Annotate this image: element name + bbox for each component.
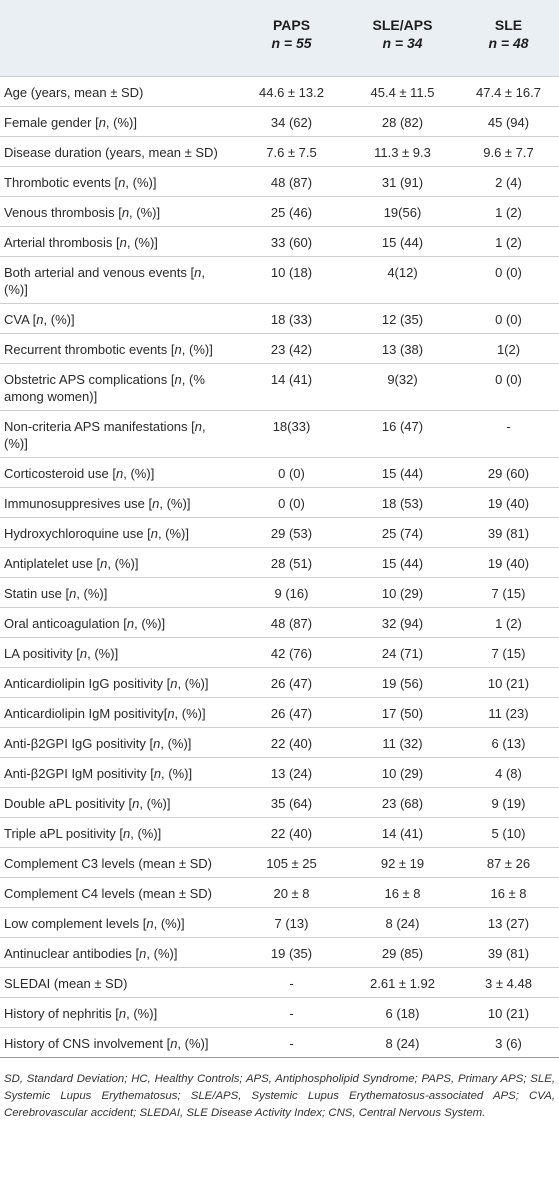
cell-sle-aps: 18 (53) [381,495,424,511]
table-footnote: SD, Standard Deviation; HC, Healthy Controls; APS, Antiphospholipid Syndrome; PAPS, Primary APS; SLE, Systemic Lupus Erythematosus; SLE/APS, Systemic Lupus Erythematosus-associated APS; CVA, Cerebrovascular accident; SLEDAI, SLE Disease Activity Index; CNS, Central Nervous System. [4,1072,555,1119]
table-body [0,76,559,1057]
cell-sle-aps: 17 (50) [381,705,424,721]
row-label: Low complement levels [n, (%)] [4,915,185,931]
cell-sle: 10 (21) [487,675,530,691]
cell-sle-aps: 16 ± 8 [384,885,421,901]
cell-paps: 7.6 ± 7.5 [266,144,317,160]
cell-paps: 48 (87) [270,615,313,631]
cell-paps: - [289,975,294,991]
header-name: SLE/APS [372,17,433,33]
row-label: Both arterial and venous events [n, (%)] [4,264,205,297]
cell-paps: 28 (51) [270,555,313,571]
cell-paps: 35 (64) [270,795,313,811]
cell-sle: 9.6 ± 7.7 [483,144,534,160]
table-row [0,457,559,487]
cell-sle: - [506,418,511,434]
cell-paps: 29 (53) [270,525,313,541]
cell-sle-aps: 11 (32) [382,735,423,751]
table-row [0,727,559,757]
row-label: Anti-β2GPI IgM positivity [n, (%)] [4,765,193,781]
cell-sle-aps: 28 (82) [381,114,424,130]
row-label: Hydroxychloroquine use [n, (%)] [4,525,189,541]
row-label: Anticardiolipin IgM positivity[n, (%)] [4,705,206,721]
cell-paps: 22 (40) [270,825,313,841]
cell-paps: 0 (0) [278,495,305,511]
table-row [0,363,559,410]
row-label: SLEDAI (mean ± SD) [4,975,128,991]
cell-sle-aps: 45.4 ± 11.5 [370,84,435,100]
cell-sle: 3 ± 4.48 [485,975,532,991]
row-label: Double aPL positivity [n, (%)] [4,795,171,811]
cell-sle-aps: 4(12) [387,264,418,280]
row-label: Disease duration (years, mean ± SD) [4,144,218,160]
cell-paps: - [289,1035,294,1051]
cell-paps: - [289,1005,294,1021]
cell-paps: 14 (41) [270,371,313,387]
cell-paps: 44.6 ± 13.2 [259,84,324,100]
table-row [0,487,559,517]
header-n: n = 55 [271,35,312,51]
cell-paps: 42 (76) [270,645,313,661]
cell-sle-aps: 32 (94) [381,615,424,631]
cell-sle-aps: 14 (41) [381,825,424,841]
cell-sle: 39 (81) [487,525,530,541]
cell-sle: 13 (27) [487,915,530,931]
row-label: Oral anticoagulation [n, (%)] [4,615,166,631]
row-label: Complement C4 levels (mean ± SD) [4,885,212,901]
cell-paps: 48 (87) [270,174,313,190]
row-label: Anticardiolipin IgG positivity [n, (%)] [4,675,209,691]
cell-sle: 0 (0) [495,371,522,387]
cell-sle: 1(2) [496,341,521,357]
cell-paps: 7 (13) [274,915,309,931]
table-row [0,667,559,697]
table-row [0,637,559,667]
cell-sle-aps: 10 (29) [381,765,424,781]
cell-sle: 1 (2) [495,204,522,220]
table-row [0,136,559,166]
row-label: Complement C3 levels (mean ± SD) [4,855,212,871]
cell-sle: 29 (60) [487,465,530,481]
cell-paps: 13 (24) [270,765,313,781]
cell-sle: 11 (23) [488,705,529,721]
table-row [0,303,559,333]
cell-paps: 23 (42) [270,341,313,357]
cell-sle: 7 (15) [491,585,526,601]
row-label: Arterial thrombosis [n, (%)] [4,234,158,250]
table-row [0,967,559,997]
cell-paps: 0 (0) [278,465,305,481]
cell-sle: 9 (19) [491,795,526,811]
cell-sle: 47.4 ± 16.7 [476,84,541,100]
table-row [0,547,559,577]
cell-sle: 5 (10) [491,825,526,841]
cell-sle: 45 (94) [487,114,530,130]
header-paps [236,0,347,76]
table-row [0,577,559,607]
row-label: Age (years, mean ± SD) [4,84,144,100]
table-row [0,877,559,907]
row-label: Obstetric APS complications [n, (% among women)] [4,371,205,404]
row-label: History of nephritis [n, (%)] [4,1005,158,1021]
cell-paps: 10 (18) [270,264,313,280]
cell-sle: 4 (8) [495,765,522,781]
cell-sle-aps: 10 (29) [381,585,424,601]
cell-sle: 19 (40) [487,495,530,511]
cell-sle-aps: 8 (24) [385,915,420,931]
cell-sle-aps: 92 ± 19 [380,855,425,871]
header-sle-aps [347,0,458,76]
row-label: Immunosuppresives use [n, (%)] [4,495,191,511]
row-label: Thrombotic events [n, (%)] [4,174,157,190]
row-label: Statin use [n, (%)] [4,585,108,601]
cell-sle: 0 (0) [495,311,522,327]
table-row [0,937,559,967]
cell-sle: 3 (6) [495,1035,522,1051]
cell-sle: 1 (2) [495,615,522,631]
row-label: Anti-β2GPI IgG positivity [n, (%)] [4,735,192,751]
cell-sle: 2 (4) [495,174,522,190]
header-row [0,0,559,76]
table-row [0,256,559,303]
cell-paps: 34 (62) [270,114,313,130]
table-row [0,997,559,1027]
cell-sle-aps: 15 (44) [381,234,424,250]
table-row [0,817,559,847]
table-row [0,757,559,787]
cell-paps: 26 (47) [270,705,313,721]
cell-sle: 16 ± 8 [490,885,527,901]
row-label: Corticosteroid use [n, (%)] [4,465,155,481]
row-label: Triple aPL positivity [n, (%)] [4,825,162,841]
row-label: Non-criteria APS manifestations [n, (%)] [4,418,206,451]
cell-sle-aps: 19 (56) [381,675,424,691]
table-row [0,226,559,256]
row-label: CVA [n, (%)] [4,311,75,327]
cell-sle-aps: 8 (24) [385,1035,420,1051]
cell-paps: 22 (40) [270,735,313,751]
cell-sle-aps: 16 (47) [381,418,424,434]
cell-paps: 33 (60) [270,234,313,250]
cell-sle: 39 (81) [487,945,530,961]
header-n: n = 48 [488,35,529,51]
cell-sle: 1 (2) [495,234,522,250]
row-label: History of CNS involvement [n, (%)] [4,1035,209,1051]
cell-sle-aps: 9(32) [387,371,418,387]
cell-paps: 9 (16) [274,585,309,601]
table-row [0,787,559,817]
cell-sle: 0 (0) [495,264,522,280]
cell-sle-aps: 2.61 ± 1.92 [370,975,435,991]
table-row [0,196,559,226]
cell-sle-aps: 15 (44) [381,465,424,481]
cell-paps: 19 (35) [270,945,313,961]
row-label: Antiplatelet use [n, (%)] [4,555,139,571]
table-row [0,847,559,877]
row-label: Venous thrombosis [n, (%)] [4,204,161,220]
header-name: SLE [494,17,523,33]
table-row [0,333,559,363]
header-name: PAPS [272,17,311,33]
cell-sle-aps: 23 (68) [381,795,424,811]
table-row [0,106,559,136]
table-row [0,76,559,106]
row-label: Recurrent thrombotic events [n, (%)] [4,341,213,357]
table-row [0,517,559,547]
cell-sle-aps: 25 (74) [381,525,424,541]
table-row [0,607,559,637]
cell-sle-aps: 6 (18) [385,1005,420,1021]
row-label: Female gender [n, (%)] [4,114,137,130]
header-sle [458,0,559,76]
cell-paps: 18 (33) [270,311,313,327]
cell-paps: 26 (47) [270,675,313,691]
row-label: Antinuclear antibodies [n, (%)] [4,945,178,961]
cell-sle-aps: 15 (44) [381,555,424,571]
cell-sle: 7 (15) [491,645,526,661]
cell-sle-aps: 24 (71) [381,645,424,661]
table-row [0,410,559,457]
table-row [0,907,559,937]
cell-sle-aps: 13 (38) [381,341,424,357]
cell-sle: 19 (40) [487,555,530,571]
cell-sle: 10 (21) [487,1005,530,1021]
cell-sle-aps: 12 (35) [381,311,424,327]
cell-sle-aps: 19(56) [383,204,422,220]
cell-sle-aps: 31 (91) [381,174,424,190]
cell-sle-aps: 29 (85) [381,945,424,961]
cell-sle: 6 (13) [491,735,526,751]
header-label-column [0,0,236,76]
row-label: LA positivity [n, (%)] [4,645,119,661]
header-n: n = 34 [382,35,423,51]
cell-sle-aps: 11.3 ± 9.3 [374,144,431,160]
cell-paps: 18(33) [272,418,311,434]
cell-paps: 20 ± 8 [273,885,310,901]
cell-paps: 25 (46) [270,204,313,220]
table-row [0,166,559,196]
cell-sle: 87 ± 26 [486,855,531,871]
table-row [0,697,559,727]
cell-paps: 105 ± 25 [266,855,317,871]
table-row [0,1027,559,1057]
table-header [0,0,559,76]
